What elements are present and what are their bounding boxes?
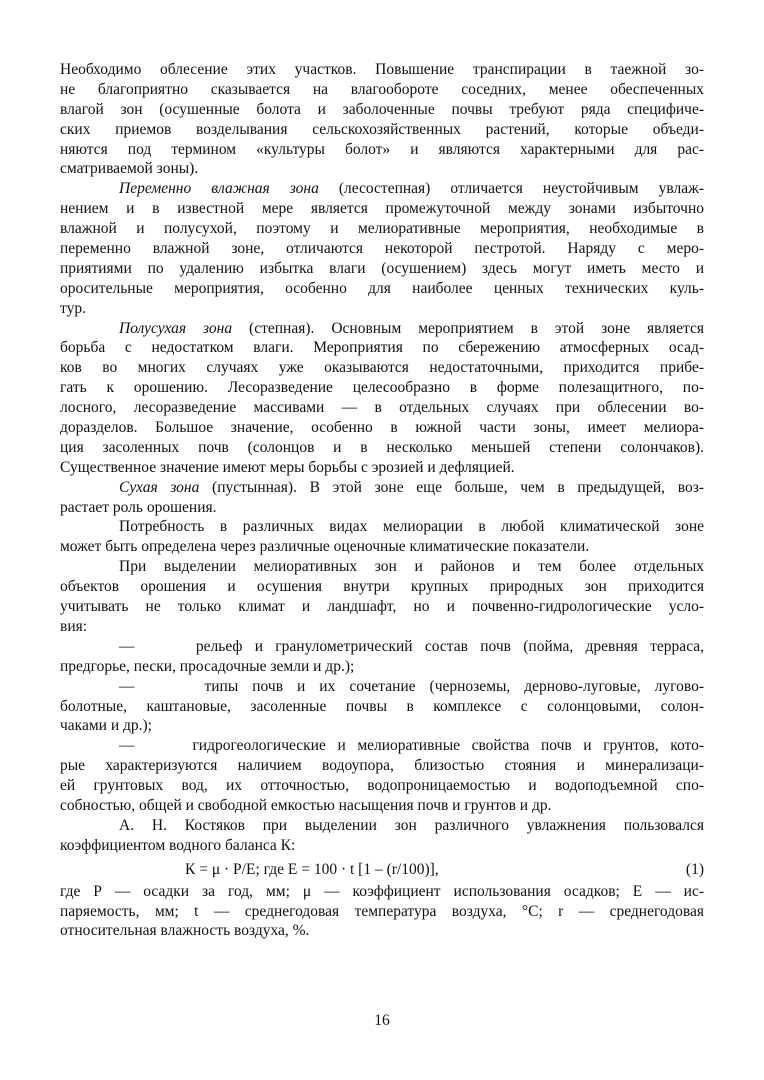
- text-line: предгорье, пески, просадочные земли и др.);: [60, 657, 355, 675]
- paragraph-arid-zone: [60, 478, 704, 518]
- text-line: Сухая зона (пустынная). В этой зоне еще больше, чем в предыдущей, воз-: [119, 478, 704, 496]
- text-line: паряемость, мм; t — среднегодовая температура воздуха, °С; r — среднегодовая: [60, 902, 704, 920]
- zone-term: Сухая зона: [119, 478, 200, 496]
- text-line: Переменно влажная зона (лесостепная) отличается неустойчивым увлаж-: [119, 180, 704, 198]
- text-line: чаками и др.);: [60, 717, 152, 735]
- zone-term: Переменно влажная зона: [119, 180, 319, 198]
- paragraph-kostyakov: [60, 816, 704, 856]
- text-line: растает роль орошения.: [60, 498, 217, 516]
- text-line: Потребность в различных видах мелиорации в любой климатической зоне: [119, 518, 704, 536]
- text-line: Необходимо облесение этих участков. Повышение транспирации в таежной зо-: [60, 61, 704, 78]
- paragraph-legend: [60, 882, 704, 942]
- text-line: Полусухая зона (степная). Основным мероприятием в этой зоне является: [119, 319, 704, 337]
- text-line: болотные, каштановые, засоленные почвы в комплексе с солонцовыми, солон-: [60, 697, 704, 715]
- list-conditions: [60, 637, 704, 816]
- text-line: оросительные мероприятия, особенно для наиболее ценных технических куль-: [60, 279, 704, 297]
- text-line: лосного, лесоразведение массивами — в отдельных случаях при облесении во-: [60, 399, 704, 417]
- formula-block: [60, 858, 704, 882]
- dash-marker: —: [119, 677, 135, 695]
- text-line: борьба с недостатком влаги. Мероприятия по сбережению атмосферных осад-: [60, 339, 704, 357]
- text-line: коэффициентом водного баланса К:: [60, 836, 296, 854]
- zone-term: Полусухая зона: [119, 319, 233, 337]
- text-line: влагой зон (осушенные болота и заболоченные почвы требуют ряда специфиче-: [60, 100, 704, 118]
- paragraph-conditions: [60, 557, 704, 637]
- page-number: 16: [374, 1012, 390, 1029]
- text-line: тур.: [60, 299, 86, 317]
- text-line: относительная влажность воздуха, %.: [60, 922, 310, 940]
- text-line: — типы почв и их сочетание (черноземы, дерново-луговые, лугово-: [119, 677, 704, 695]
- text-line: рые характеризуются наличием водоупора, близостью стояния и минерализаци-: [60, 757, 704, 775]
- paragraph-needs: [60, 517, 704, 557]
- text-line: А. Н. Костяков при выделении зон различного увлажнения пользовался: [119, 816, 704, 834]
- list-item: [60, 677, 704, 737]
- text-line: ских приемов возделывания сельскохозяйственных растений, которые объеди-: [60, 120, 704, 138]
- list-item: [60, 736, 704, 816]
- text-line: доразделов. Большое значение, особенно в южной части зоны, имеет мелиора-: [60, 419, 704, 437]
- text-line: нением и в известной мере является промежуточной между зонами избыточно: [60, 200, 704, 218]
- text-line: ков во многих случаях уже оказываются недостаточными, приходится прибе-: [60, 359, 704, 377]
- text-line: собностью, общей и свободной емкостью насыщения почв и грунтов и др.: [60, 796, 552, 814]
- text-line: приятиями по удалению избытка влаги (осушением) здесь могут иметь место и: [60, 259, 704, 277]
- text-line: — рельеф и гранулометрический состав почв (пойма, древняя терраса,: [119, 637, 704, 655]
- page-body: [60, 60, 704, 941]
- text-line: влажной и полусухой, поэтому и мелиоративные мероприятия, необходимые в: [60, 220, 704, 238]
- paragraph-semiarid-zone: [60, 319, 704, 478]
- text-line: где Р — осадки за год, мм; μ — коэффициент использования осадков; Е — ис-: [60, 882, 704, 900]
- text-line: — гидрогеологические и мелиоративные свойства почв и грунтов, кото-: [119, 737, 704, 755]
- text-line: не благоприятно сказывается на влагообороте соседних, менее обеспеченных: [60, 80, 704, 98]
- equation-number: (1): [685, 860, 704, 878]
- text-line: ей грунтовых вод, их отточностью, водопроницаемостью и водоподъемной спо-: [60, 777, 704, 795]
- text-line: объектов орошения и осушения внутри крупных природных зон приходится: [60, 578, 704, 596]
- list-item: [60, 637, 704, 677]
- text-line: учитывать не только климат и ландшафт, но и почвенно-гидрологические усло-: [60, 598, 704, 616]
- text-line: вия:: [60, 617, 88, 635]
- dash-marker: —: [119, 637, 135, 655]
- text-line: сматриваемой зоны).: [60, 160, 199, 178]
- text-line: ция засоленных почв (солонцов и в несколько меньшей степени солончаков).: [60, 438, 704, 456]
- text-line: может быть определена через различные оценочные климатические показатели.: [60, 538, 590, 556]
- text-line: няются под термином «культуры болот» и являются характерными для рас-: [60, 140, 704, 158]
- dash-marker: —: [119, 737, 135, 755]
- text-line: гать к орошению. Лесоразведение целесообразно в форме полезащитного, по-: [60, 379, 704, 397]
- text-line: переменно влажной зоне, отличаются некоторой пестротой. Наряду с меро-: [60, 240, 704, 258]
- paragraph-variable-humid-zone: [60, 179, 704, 318]
- water-balance-formula: К = μ · Р/Е; где Е = 100 · t [1 – (r/100)],: [185, 860, 439, 878]
- text-line: При выделении мелиоративных зон и районов и тем более отдельных: [119, 558, 704, 576]
- paragraph-taiga: [60, 60, 704, 179]
- text-line: Существенное значение имеют меры борьбы с эрозией и дефляцией.: [60, 458, 515, 476]
